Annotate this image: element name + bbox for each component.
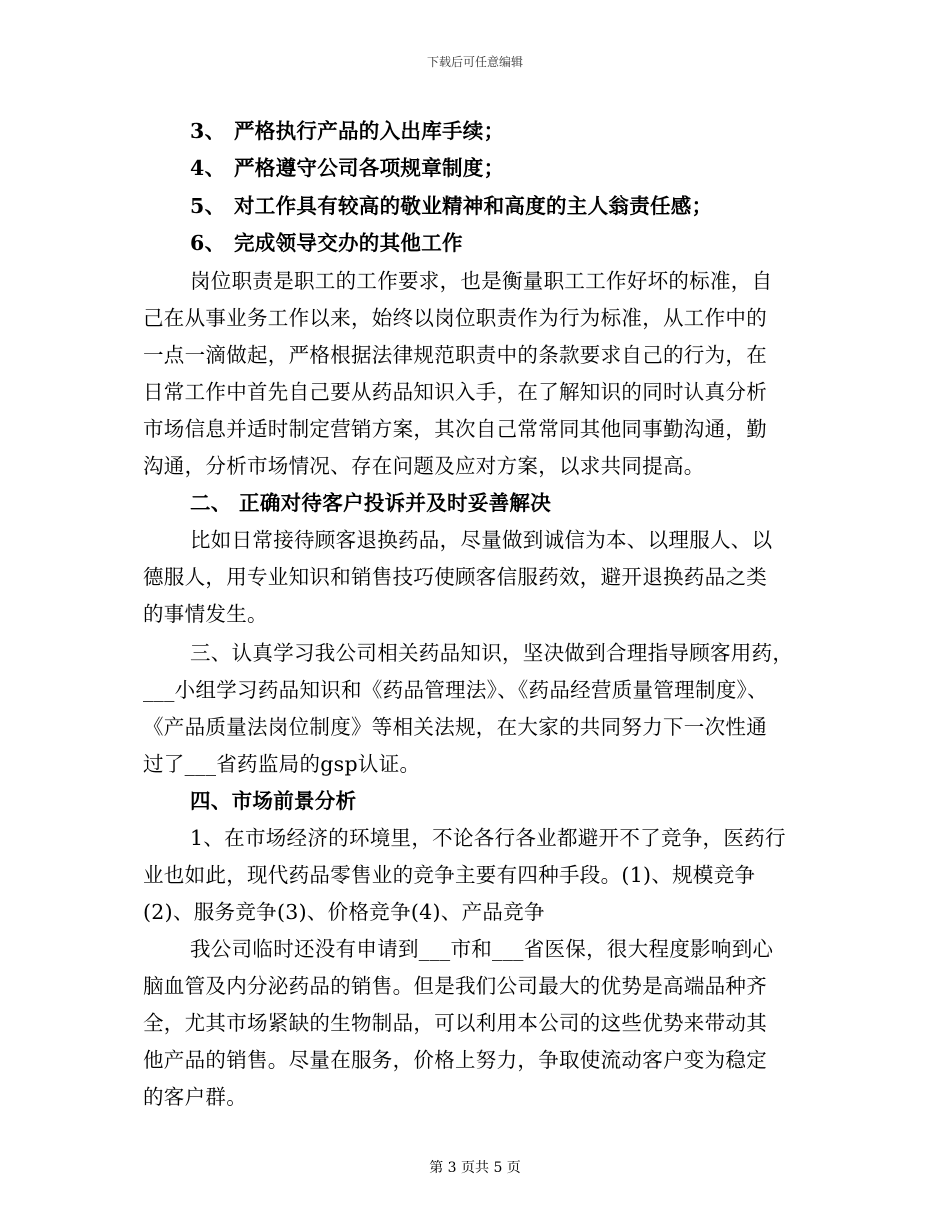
list-item	[190, 189, 712, 219]
list-text: 对工作具有较高的敬业精神和高度的主人翁责任感；	[234, 194, 713, 218]
section-heading: 二、 正确对待客户投诉并及时妥善解决	[190, 491, 552, 515]
body-line: 比如日常接待顾客退换药品，尽量做到诚信为本、以理服人、以	[190, 528, 773, 552]
list-number: 3、	[190, 119, 226, 143]
list-number: 6、	[190, 231, 226, 255]
body-line: 《产品质量法岗位制度》等相关法规，在大家的共同努力下一次性通	[143, 715, 767, 739]
body-line: 脑血管及内分泌药品的销售。但是我们公司最大的优势是高端品种齐	[143, 974, 767, 998]
body-line: 业也如此，现代药品零售业的竞争主要有四种手段。(1)、规模竞争	[143, 863, 756, 887]
body-line: 的事情发生。	[143, 602, 268, 626]
page-footer: 第 3 页共 5 页	[429, 1160, 521, 1176]
body-line: 他产品的销售。尽量在服务，价格上努力，争取使流动客户变为稳定	[143, 1048, 767, 1072]
body-line: 沟通，分析市场情况、存在问题及应对方案，以求共同提高。	[143, 454, 705, 478]
body-line: 三、认真学习我公司相关药品知识，坚决做到合理指导顾客用药，	[190, 641, 794, 665]
body-line: 己在从事业务工作以来，始终以岗位职责作为行为标准，从工作中的	[143, 306, 767, 330]
body-line: 过了___省药监局的gsp认证。	[143, 752, 421, 776]
section-heading: 四、市场前景分析	[190, 789, 357, 813]
body-line: 市场信息并适时制定营销方案，其次自己常常同其他同事勤沟通，勤	[143, 417, 767, 441]
list-text: 完成领导交办的其他工作	[234, 231, 463, 255]
list-text: 严格遵守公司各项规章制度；	[234, 156, 505, 180]
page-header: 下载后可任意编辑	[426, 55, 523, 69]
list-number: 4、	[190, 156, 226, 180]
body-line: 全，尤其市场紧缺的生物制品，可以利用本公司的这些优势来带动其	[143, 1011, 767, 1035]
body-line: 一点一滴做起，严格根据法律规范职责中的条款要求自己的行为，在	[143, 343, 767, 367]
list-number: 5、	[190, 194, 226, 218]
body-line: 1、在市场经济的环境里，不论各行各业都避开不了竞争，医药行	[190, 826, 786, 850]
body-line: 日常工作中首先自己要从药品知识入手，在了解知识的同时认真分析	[143, 380, 767, 404]
body-line: ___小组学习药品知识和《药品管理法》、《药品经营质量管理制度》、	[143, 678, 768, 702]
body-line: (2)、服务竞争(3)、价格竞争(4)、产品竞争	[143, 900, 545, 924]
list-text: 严格执行产品的入出库手续；	[234, 119, 505, 143]
body-line: 德服人，用专业知识和销售技巧使顾客信服药效，避开退换药品之类	[143, 565, 767, 589]
list-item	[190, 151, 504, 181]
body-line: 的客户群。	[143, 1085, 247, 1109]
list-item	[190, 226, 463, 256]
list-item	[190, 114, 504, 144]
body-line: 岗位职责是职工的工作要求，也是衡量职工工作好坏的标准，自	[190, 269, 773, 293]
body-line: 我公司临时还没有申请到___市和___省医保，很大程度影响到心	[190, 937, 774, 961]
